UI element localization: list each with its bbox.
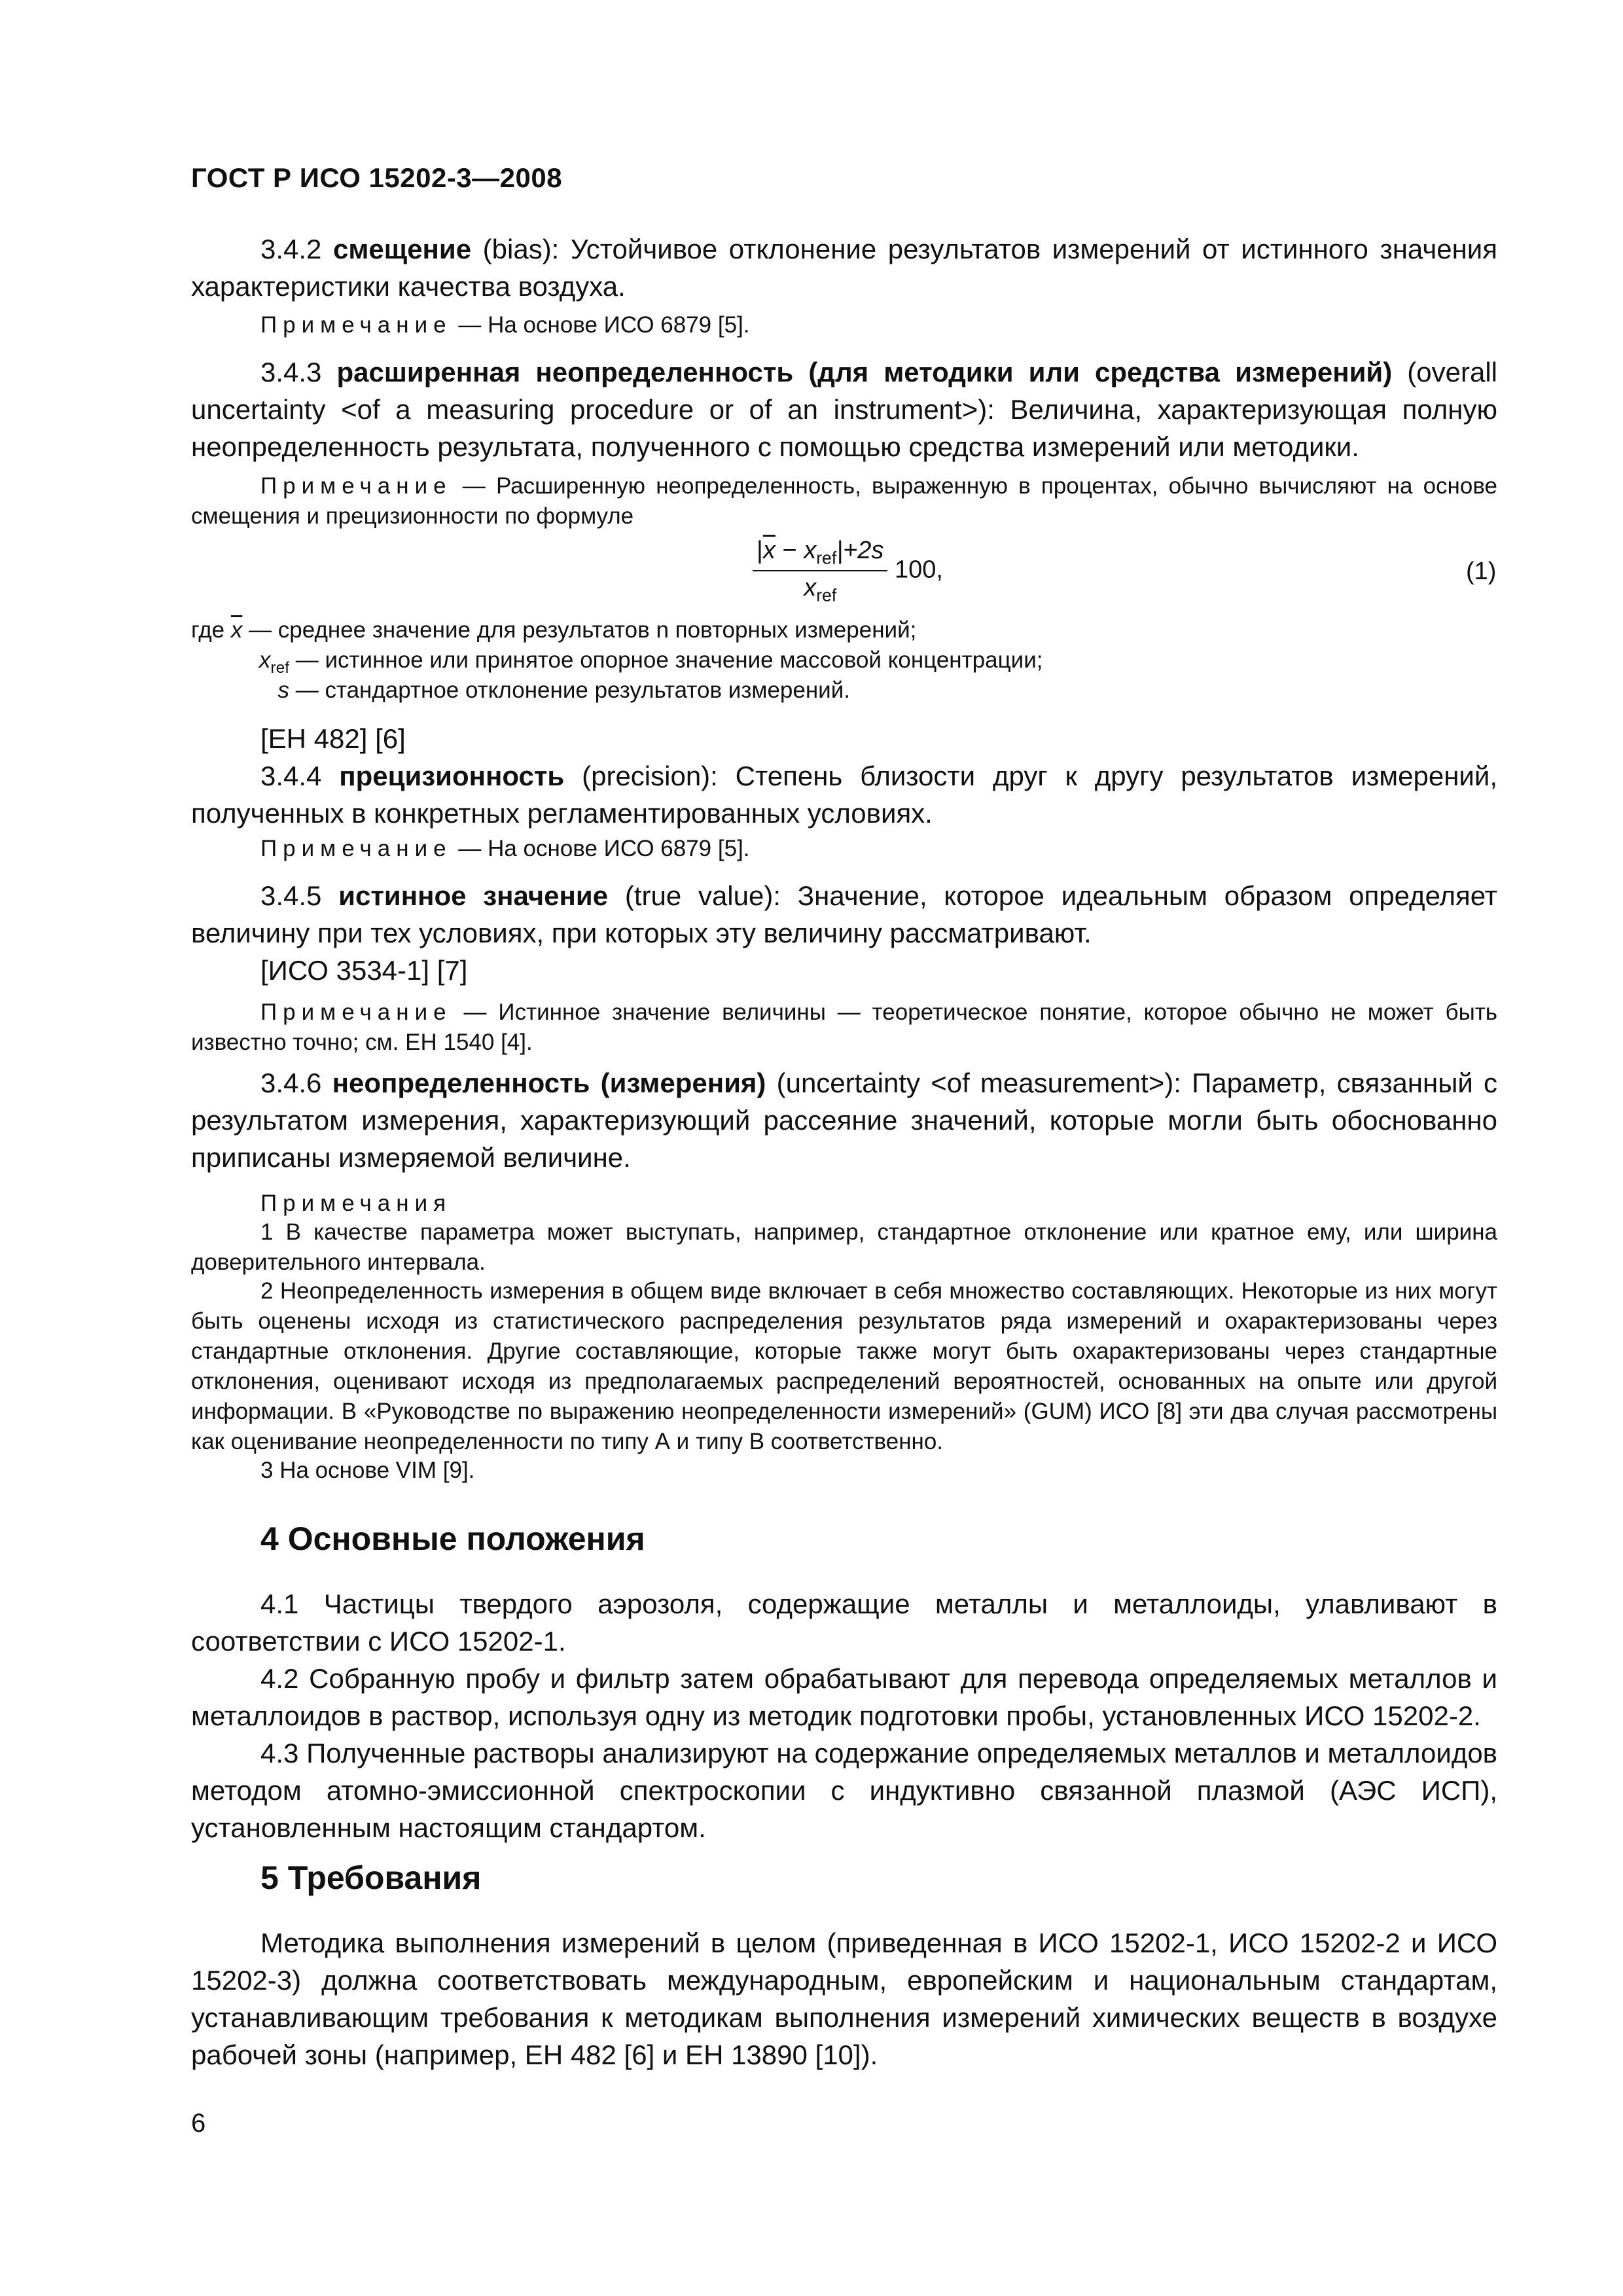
symbol-description: — истинное или принятое опорное значение массовой концентрации; [295, 647, 1043, 673]
term: неопределенность (измерения) [332, 1067, 766, 1098]
symbol-description: — стандартное отклонение результатов измерений. [295, 677, 850, 703]
symbol: x [259, 647, 271, 673]
symbol: $\overline{x}$ [230, 617, 243, 643]
note-3-4-3: Примечание — Расширенную неопределенность, выраженную в процентах, обычно вычисляют на основе смещения и прецизионности по формуле [191, 473, 1497, 529]
term: прецизионность [339, 761, 565, 791]
note-text: Истинное значение величины — теоретическое понятие, которое обычно не может быть известно точно; см. ЕН 1540 [4]. [191, 999, 1497, 1055]
clause-3-4-6 [191, 1064, 1497, 1176]
clause-4-3: 4.3 Полученные растворы анализируют на содержание определяемых металлов и металлоидов методом атомно-эмиссионной спектроскопии с индуктивно связанной плазмой (АЭС ИСП), установленным настоящим стандартом. [191, 1738, 1497, 1843]
definition: (bias): Устойчивое отклонение результатов измерений от истинного значения характеристики качества воздуха. [191, 234, 1497, 302]
clause-3-4-3 [191, 353, 1497, 465]
reference-iso3534: [ИСО 3534-1] [7] [260, 955, 468, 986]
clause-number: 3.4.3 [260, 357, 322, 387]
page-number: 6 [191, 2109, 206, 2138]
clause-4-1: 4.1 Частицы твердого аэрозоля, содержащие металлы и металлоиды, улавливают в соответствии с ИСО 15202-1. [191, 1588, 1497, 1657]
note-3-4-5: Примечание — Истинное значение величины — теоретическое понятие, которое обычно не может быть известно точно; см. ЕН 1540 [4]. [191, 999, 1497, 1055]
note-item-1: 1 В качестве параметра может выступать, например, стандартное отклонение или кратное ему, или ширина доверительного интервала. [191, 1219, 1497, 1275]
term: смещение [332, 234, 472, 264]
formula-1 [753, 537, 943, 605]
formula-fraction [753, 537, 887, 605]
where-item-1: где $\overline{x}$ — среднее значение для результатов n повторных измерений; [191, 617, 917, 643]
clause-number: 3.4.2 [260, 234, 322, 264]
clause-number: 3.4.6 [260, 1067, 322, 1098]
formula-numerator: $|\overline{x} - x_{ref}|+2s$ [753, 537, 887, 571]
term: расширенная неопределенность (для методики или средства измерений) [336, 357, 1393, 387]
term: истинное значение [338, 880, 609, 911]
definition: (uncertainty <of measurement>): Параметр, связанный с результатом измерения, характеризующий рассеяние значений, которые могли быть обоснованно приписаны измеряемой величине. [191, 1067, 1498, 1173]
clause-3-4-2 [191, 230, 1497, 305]
section-5-paragraph: Методика выполнения измерений в целом (приведенная в ИСО 15202-1, ИСО 15202-2 и ИСО 15202-3) должна соответствовать международным, европейским и национальным стандартам, устанавливающим требования к методикам выполнения измерений химических веществ в воздухе рабочей зоны (например, ЕН 482 [6] и ЕН 13890 [10]). [191, 1928, 1497, 2070]
note-label: Примечание [260, 312, 452, 338]
definition: (true value): Значение, которое идеальным образом определяет величину при тех условиях, при которых эту величину рассматривают. [191, 880, 1497, 948]
clause-4-2: 4.2 Собранную пробу и фильтр затем обрабатывают для перевода определяемых металлов и металлоидов в раствор, используя одну из методик подготовки пробы, установленных ИСО 15202-2. [191, 1663, 1497, 1731]
note-3-4-2: Примечание — На основе ИСО 6879 [5]. [260, 312, 750, 338]
clause-number: 3.4.5 [260, 880, 322, 911]
clause-3-4-4 [191, 757, 1497, 832]
reference-en482: [ЕН 482] [6] [260, 723, 406, 754]
section-5-title: 5 Требования [260, 1859, 482, 1896]
note-label: Примечание [260, 999, 452, 1025]
standard-header: ГОСТ Р ИСО 15202-3—2008 [191, 162, 563, 193]
note-label: Примечание [260, 473, 452, 499]
formula-factor: 100, [895, 556, 943, 584]
definition: (precision): Степень близости друг к другу результатов измерений, полученных в конкретных регламентированных условиях. [191, 761, 1498, 829]
note-3-4-4: Примечание — На основе ИСО 6879 [5]. [260, 836, 750, 861]
formula-denominator: $x_{ref}$ [804, 573, 837, 605]
note-text: На основе ИСО 6879 [5]. [488, 312, 750, 338]
definition: (overall uncertainty <of a measuring procedure or of an instrument>): Величина, характеризующая полную неопределенность результата, полученного с помощью средства измерений или методики. [191, 357, 1497, 462]
note-text: На основе ИСО 6879 [5]. [488, 836, 750, 861]
note-text: Расширенную неопределенность, выраженную в процентах, обычно вычисляют на основе смещения и прецизионности по формуле [191, 473, 1497, 529]
note-item-2: 2 Неопределенность измерения в общем виде включает в себя множество составляющих. Некоторые из них могут быть оценены исходя из статистического распределения результатов ряда измерений и охарактеризованы через стандартные отклонения. Другие составляющие, которые также могут быть охарактеризованы через стандартные отклонения, оценивают исходя из предполагаемых распределений вероятностей, основанных на опыте или другой информации. В «Руководстве по выражению неопределенности измерений» (GUM) ИСО [8] эти два случая рассмотрены как оценивание неопределенности по типу А и типу В соответственно. [191, 1278, 1497, 1454]
where-item-3 [191, 675, 850, 706]
note-item-3: 3 На основе VIM [9]. [260, 1458, 475, 1483]
symbol-description: — среднее значение для результатов n повторных измерений; [249, 617, 917, 643]
where-item-2: $x_{ref}$ — истинное или принятое опорное значение массовой концентрации; [259, 647, 1043, 677]
clause-number: 3.4.4 [260, 761, 322, 791]
notes-label: Примечания [260, 1191, 452, 1216]
clause-3-4-5 [191, 877, 1497, 952]
symbol: s [277, 677, 289, 703]
equation-number: (1) [1466, 558, 1497, 585]
section-4-title: 4 Основные положения [260, 1520, 645, 1557]
note-label: Примечание [260, 836, 452, 861]
